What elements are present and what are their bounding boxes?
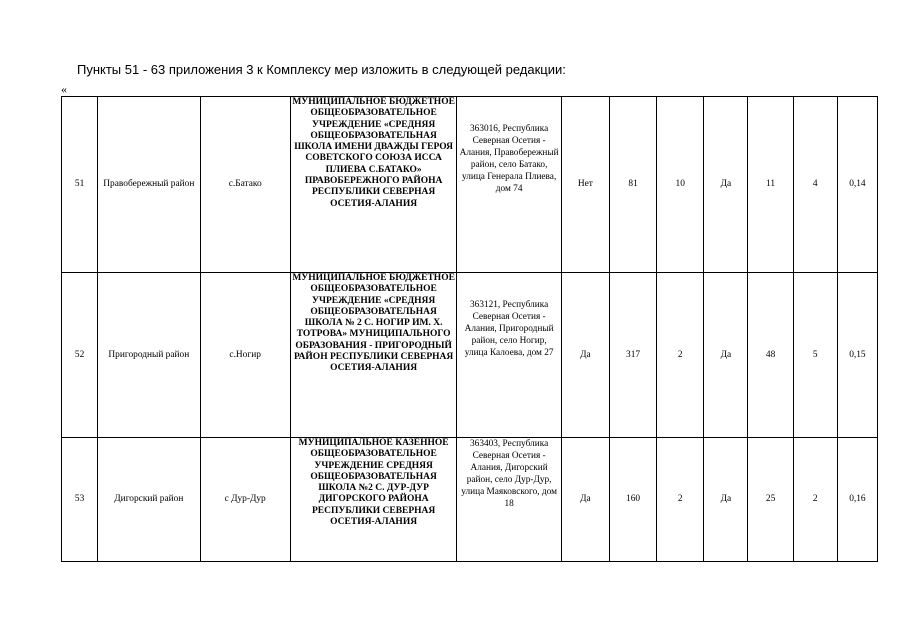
row-number: 53 <box>62 438 98 562</box>
settlement-cell: с Дур-Дур <box>200 438 290 562</box>
address-cell: 363016, Республика Северная Осетия - Алания, Правобережный район, село Батако, улица Генерала Плиева, дом 74 <box>457 97 561 273</box>
schools-table <box>61 96 878 562</box>
value-cell-1: Да <box>561 273 609 438</box>
settlement-cell: с.Батако <box>200 97 290 273</box>
district-cell: Дигорский район <box>98 438 200 562</box>
value-cell-1: Да <box>561 438 609 562</box>
table-row <box>62 438 878 562</box>
row-number: 51 <box>62 97 98 273</box>
address-cell: 363403, Республика Северная Осетия - Алания, Дигорский район, село Дур-Дур, улица Маяковского, дом 18 <box>457 438 561 562</box>
value-cell-5: 48 <box>748 273 793 438</box>
value-cell-6: 4 <box>793 97 837 273</box>
intro-text: Пункты 51 - 63 приложения 3 к Комплексу мер изложить в следующей редакции: <box>77 62 566 77</box>
value-cell-6: 5 <box>793 273 837 438</box>
settlement-cell: с.Ногир <box>200 273 290 438</box>
district-cell: Пригородный район <box>98 273 200 438</box>
school-name-cell: МУНИЦИПАЛЬНОЕ БЮДЖЕТНОЕ ОБЩЕОБРАЗОВАТЕЛЬНОЕ УЧРЕЖДЕНИЕ «СРЕДНЯЯ ОБЩЕОБРАЗОВАТЕЛЬНАЯ ШКОЛА № 2 С. НОГИР ИМ. Х. ТОТРОВА» МУНИЦИПАЛЬНОГО ОБРАЗОВАНИЯ - ПРИГОРОДНЫЙ РАЙОН РЕСПУБЛИКИ СЕВЕРНАЯ ОСЕТИЯ-АЛАНИЯ <box>290 273 457 438</box>
open-quote: « <box>61 82 67 96</box>
value-cell-2: 81 <box>609 97 656 273</box>
row-number: 52 <box>62 273 98 438</box>
value-cell-4: Да <box>704 97 748 273</box>
value-cell-4: Да <box>704 438 748 562</box>
value-cell-6: 2 <box>793 438 837 562</box>
value-cell-5: 25 <box>748 438 793 562</box>
value-cell-7: 0,14 <box>837 97 877 273</box>
value-cell-3: 2 <box>657 273 704 438</box>
value-cell-3: 10 <box>657 97 704 273</box>
table-row <box>62 97 878 273</box>
value-cell-2: 317 <box>609 273 656 438</box>
value-cell-5: 11 <box>748 97 793 273</box>
value-cell-4: Да <box>704 273 748 438</box>
address-cell: 363121, Республика Северная Осетия - Алания, Пригородный район, село Ногир, улица Калоева, дом 27 <box>457 273 561 438</box>
district-cell: Правобережный район <box>98 97 200 273</box>
school-name-cell: МУНИЦИПАЛЬНОЕ БЮДЖЕТНОЕ ОБЩЕОБРАЗОВАТЕЛЬНОЕ УЧРЕЖДЕНИЕ «СРЕДНЯЯ ОБЩЕОБРАЗОВАТЕЛЬНАЯ ШКОЛА ИМЕНИ ДВАЖДЫ ГЕРОЯ СОВЕТСКОГО СОЮЗА ИССА ПЛИЕВА С.БАТАКО» ПРАВОБЕРЕЖНОГО РАЙОНА РЕСПУБЛИКИ СЕВЕРНАЯ ОСЕТИЯ-АЛАНИЯ <box>290 97 457 273</box>
value-cell-7: 0,16 <box>837 438 877 562</box>
value-cell-3: 2 <box>657 438 704 562</box>
value-cell-1: Нет <box>561 97 609 273</box>
value-cell-7: 0,15 <box>837 273 877 438</box>
value-cell-2: 160 <box>609 438 656 562</box>
school-name-cell: МУНИЦИПАЛЬНОЕ КАЗЕННОЕ ОБЩЕОБРАЗОВАТЕЛЬНОЕ УЧРЕЖДЕНИЕ СРЕДНЯЯ ОБЩЕОБРАЗОВАТЕЛЬНАЯ ШКОЛА №2 С. ДУР-ДУР ДИГОРСКОГО РАЙОНА РЕСПУБЛИКИ СЕВЕРНАЯ ОСЕТИЯ-АЛАНИЯ <box>290 438 457 562</box>
table-row <box>62 273 878 438</box>
